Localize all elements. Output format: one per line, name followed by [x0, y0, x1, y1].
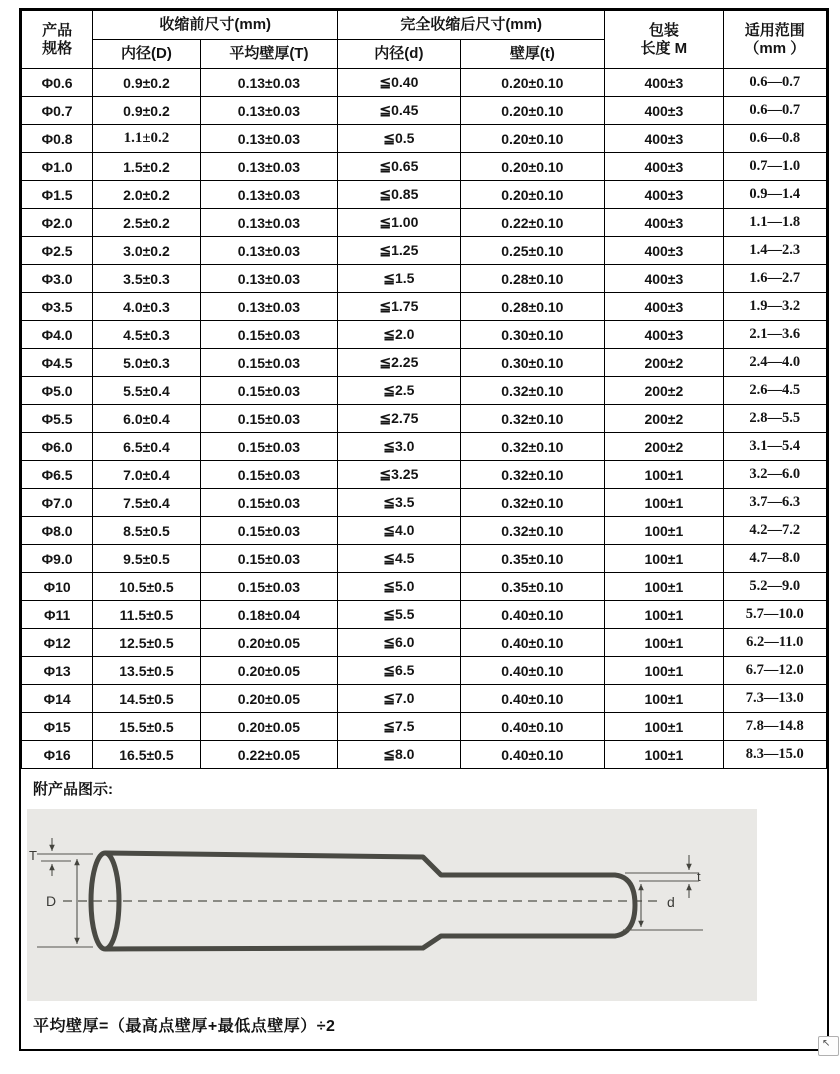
cell-wall-after: 0.20±0.10: [460, 97, 605, 125]
cell-avg-wall-before: 0.20±0.05: [200, 685, 338, 713]
cell-apply-range: 5.7—10.0: [723, 601, 826, 629]
header-inner-dia-after: 内径(d): [338, 40, 460, 69]
spec-table-header: [22, 11, 827, 69]
cell-avg-wall-before: 0.15±0.03: [200, 377, 338, 405]
cell-wall-after: 0.35±0.10: [460, 573, 605, 601]
cell-apply-range: 2.6—4.5: [723, 377, 826, 405]
table-row: [22, 629, 827, 657]
table-row: [22, 125, 827, 153]
header-range-line1: 适用范围: [744, 22, 805, 40]
cell-avg-wall-before: 0.20±0.05: [200, 629, 338, 657]
table-row: [22, 489, 827, 517]
cell-spec: Φ3.5: [22, 293, 93, 321]
cell-inner-dia-before: 8.5±0.5: [93, 517, 200, 545]
cell-wall-after: 0.32±0.10: [460, 517, 605, 545]
cell-apply-range: 2.8—5.5: [723, 405, 826, 433]
cell-pack-length: 100±1: [605, 517, 723, 545]
table-row: [22, 377, 827, 405]
cell-avg-wall-before: 0.13±0.03: [200, 181, 338, 209]
header-row-1: [22, 11, 827, 40]
cell-inner-dia-after: ≦0.40: [338, 69, 460, 97]
cell-spec: Φ1.0: [22, 153, 93, 181]
cell-apply-range: 1.6—2.7: [723, 265, 826, 293]
table-row: [22, 97, 827, 125]
cell-spec: Φ6.5: [22, 461, 93, 489]
cell-apply-range: 3.7—6.3: [723, 489, 826, 517]
cell-pack-length: 200±2: [605, 377, 723, 405]
cell-inner-dia-before: 3.0±0.2: [93, 237, 200, 265]
cell-inner-dia-before: 6.0±0.4: [93, 405, 200, 433]
cell-inner-dia-after: ≦1.5: [338, 265, 460, 293]
cell-inner-dia-after: ≦2.75: [338, 405, 460, 433]
cell-apply-range: 1.1—1.8: [723, 209, 826, 237]
cell-inner-dia-after: ≦5.0: [338, 573, 460, 601]
cell-inner-dia-after: ≦7.0: [338, 685, 460, 713]
cell-inner-dia-before: 4.0±0.3: [93, 293, 200, 321]
header-pack-line1: 包装: [648, 22, 679, 40]
table-row: [22, 237, 827, 265]
cell-spec: Φ15: [22, 713, 93, 741]
cell-inner-dia-before: 4.5±0.3: [93, 321, 200, 349]
cell-inner-dia-after: ≦8.0: [338, 741, 460, 769]
cell-spec: Φ5.5: [22, 405, 93, 433]
cell-inner-dia-before: 12.5±0.5: [93, 629, 200, 657]
cell-avg-wall-before: 0.20±0.05: [200, 657, 338, 685]
cell-apply-range: 6.2—11.0: [723, 629, 826, 657]
table-row: [22, 69, 827, 97]
cell-avg-wall-before: 0.15±0.03: [200, 405, 338, 433]
cell-avg-wall-before: 0.15±0.03: [200, 489, 338, 517]
cell-pack-length: 400±3: [605, 69, 723, 97]
cell-inner-dia-after: ≦3.0: [338, 433, 460, 461]
cell-inner-dia-before: 10.5±0.5: [93, 573, 200, 601]
header-after-shrink: 完全收缩后尺寸(mm): [338, 11, 605, 40]
cell-pack-length: 400±3: [605, 321, 723, 349]
cell-avg-wall-before: 0.13±0.03: [200, 125, 338, 153]
cell-inner-dia-after: ≦0.5: [338, 125, 460, 153]
cell-apply-range: 8.3—15.0: [723, 741, 826, 769]
cell-inner-dia-before: 2.0±0.2: [93, 181, 200, 209]
cell-apply-range: 3.1—5.4: [723, 433, 826, 461]
table-row: [22, 349, 827, 377]
cell-spec: Φ11: [22, 601, 93, 629]
cell-inner-dia-before: 14.5±0.5: [93, 685, 200, 713]
cell-apply-range: 7.3—13.0: [723, 685, 826, 713]
cell-pack-length: 400±3: [605, 293, 723, 321]
cell-avg-wall-before: 0.13±0.03: [200, 69, 338, 97]
cell-inner-dia-after: ≦0.85: [338, 181, 460, 209]
cell-spec: Φ14: [22, 685, 93, 713]
cell-apply-range: 5.2—9.0: [723, 573, 826, 601]
cell-inner-dia-after: ≦6.0: [338, 629, 460, 657]
cell-apply-range: 6.7—12.0: [723, 657, 826, 685]
cell-pack-length: 400±3: [605, 125, 723, 153]
cell-pack-length: 400±3: [605, 97, 723, 125]
cell-wall-after: 0.20±0.10: [460, 125, 605, 153]
cell-wall-after: 0.25±0.10: [460, 237, 605, 265]
cell-spec: Φ3.0: [22, 265, 93, 293]
header-product-spec: [22, 11, 93, 69]
header-apply-range: [723, 11, 826, 69]
cell-inner-dia-before: 7.5±0.4: [93, 489, 200, 517]
header-inner-dia-before: 内径(D): [93, 40, 200, 69]
cell-inner-dia-before: 13.5±0.5: [93, 657, 200, 685]
cell-avg-wall-before: 0.15±0.03: [200, 321, 338, 349]
cell-wall-after: 0.30±0.10: [460, 321, 605, 349]
cell-apply-range: 3.2—6.0: [723, 461, 826, 489]
cell-inner-dia-after: ≦5.5: [338, 601, 460, 629]
cell-inner-dia-after: ≦1.25: [338, 237, 460, 265]
cell-pack-length: 200±2: [605, 405, 723, 433]
cell-inner-dia-after: ≦3.5: [338, 489, 460, 517]
cell-wall-after: 0.22±0.10: [460, 209, 605, 237]
cell-spec: Φ5.0: [22, 377, 93, 405]
cell-inner-dia-after: ≦3.25: [338, 461, 460, 489]
cell-avg-wall-before: 0.15±0.03: [200, 349, 338, 377]
spec-table-body: [22, 69, 827, 769]
dim-label-T: T: [29, 848, 37, 863]
header-range-line2: （mm ）: [744, 39, 806, 57]
product-diagram: [27, 809, 757, 1001]
header-pack-line2: 长度 M: [640, 39, 688, 57]
cell-inner-dia-before: 1.5±0.2: [93, 153, 200, 181]
avg-wall-thickness-formula: 平均壁厚=（最高点壁厚+最低点壁厚）÷2: [33, 1018, 336, 1035]
cell-inner-dia-after: ≦2.5: [338, 377, 460, 405]
cell-wall-after: 0.32±0.10: [460, 489, 605, 517]
cell-wall-after: 0.28±0.10: [460, 265, 605, 293]
header-product-line1: 产品: [42, 22, 73, 40]
cell-inner-dia-before: 0.9±0.2: [93, 69, 200, 97]
cell-spec: Φ0.8: [22, 125, 93, 153]
cell-wall-after: 0.30±0.10: [460, 349, 605, 377]
cell-wall-after: 0.40±0.10: [460, 713, 605, 741]
table-row: [22, 265, 827, 293]
cell-apply-range: 2.4—4.0: [723, 349, 826, 377]
cell-spec: Φ7.0: [22, 489, 93, 517]
cell-avg-wall-before: 0.15±0.03: [200, 433, 338, 461]
table-row: [22, 657, 827, 685]
cell-spec: Φ2.5: [22, 237, 93, 265]
cell-inner-dia-before: 15.5±0.5: [93, 713, 200, 741]
cell-wall-after: 0.40±0.10: [460, 657, 605, 685]
cell-avg-wall-before: 0.15±0.03: [200, 573, 338, 601]
table-row: [22, 517, 827, 545]
cell-avg-wall-before: 0.13±0.03: [200, 209, 338, 237]
spec-sheet: [19, 8, 829, 1051]
cell-avg-wall-before: 0.13±0.03: [200, 293, 338, 321]
cell-inner-dia-before: 7.0±0.4: [93, 461, 200, 489]
cell-inner-dia-before: 1.1±0.2: [93, 125, 200, 153]
cell-pack-length: 400±3: [605, 153, 723, 181]
cell-inner-dia-after: ≦0.65: [338, 153, 460, 181]
table-row: [22, 181, 827, 209]
cell-apply-range: 0.6—0.8: [723, 125, 826, 153]
cell-inner-dia-before: 5.5±0.4: [93, 377, 200, 405]
cell-pack-length: 400±3: [605, 209, 723, 237]
table-row: [22, 433, 827, 461]
cell-spec: Φ0.6: [22, 69, 93, 97]
table-row: [22, 153, 827, 181]
cell-pack-length: 400±3: [605, 237, 723, 265]
cell-spec: Φ2.0: [22, 209, 93, 237]
cell-wall-after: 0.32±0.10: [460, 405, 605, 433]
cell-pack-length: 100±1: [605, 685, 723, 713]
selection-handle[interactable]: [818, 1036, 839, 1056]
dim-label-D: D: [46, 893, 57, 909]
cell-wall-after: 0.28±0.10: [460, 293, 605, 321]
cell-inner-dia-after: ≦2.25: [338, 349, 460, 377]
cell-inner-dia-before: 0.9±0.2: [93, 97, 200, 125]
cell-inner-dia-before: 9.5±0.5: [93, 545, 200, 573]
cell-pack-length: 100±1: [605, 713, 723, 741]
photo-background: [27, 809, 757, 1001]
dim-label-d: d: [667, 894, 675, 910]
cell-wall-after: 0.35±0.10: [460, 545, 605, 573]
cell-wall-after: 0.20±0.10: [460, 69, 605, 97]
cell-spec: Φ4.5: [22, 349, 93, 377]
cell-avg-wall-before: 0.22±0.05: [200, 741, 338, 769]
cell-pack-length: 400±3: [605, 181, 723, 209]
table-row: [22, 293, 827, 321]
cell-wall-after: 0.40±0.10: [460, 741, 605, 769]
spec-table: [21, 10, 827, 769]
tube-diagram-image: [27, 809, 757, 1001]
table-row: [22, 601, 827, 629]
cell-spec: Φ10: [22, 573, 93, 601]
cell-wall-after: 0.40±0.10: [460, 685, 605, 713]
cell-wall-after: 0.32±0.10: [460, 377, 605, 405]
cell-inner-dia-before: 2.5±0.2: [93, 209, 200, 237]
dim-label-t: t: [697, 869, 701, 884]
cell-inner-dia-before: 16.5±0.5: [93, 741, 200, 769]
cell-apply-range: 1.9—3.2: [723, 293, 826, 321]
cell-avg-wall-before: 0.13±0.03: [200, 237, 338, 265]
header-pack-length: [605, 11, 723, 69]
cell-inner-dia-after: ≦6.5: [338, 657, 460, 685]
appendix-section: [21, 769, 827, 1049]
cell-wall-after: 0.32±0.10: [460, 461, 605, 489]
cell-pack-length: 100±1: [605, 573, 723, 601]
cell-spec: Φ0.7: [22, 97, 93, 125]
table-row: [22, 545, 827, 573]
cell-pack-length: 400±3: [605, 265, 723, 293]
cell-pack-length: 200±2: [605, 433, 723, 461]
table-row: [22, 685, 827, 713]
cell-avg-wall-before: 0.13±0.03: [200, 97, 338, 125]
header-before-shrink: 收缩前尺寸(mm): [93, 11, 338, 40]
cell-inner-dia-before: 6.5±0.4: [93, 433, 200, 461]
cell-avg-wall-before: 0.18±0.04: [200, 601, 338, 629]
cell-spec: Φ12: [22, 629, 93, 657]
cell-apply-range: 0.6—0.7: [723, 97, 826, 125]
table-row: [22, 209, 827, 237]
cell-apply-range: 2.1—3.6: [723, 321, 826, 349]
table-row: [22, 461, 827, 489]
table-row: [22, 713, 827, 741]
cell-pack-length: 200±2: [605, 349, 723, 377]
cell-avg-wall-before: 0.13±0.03: [200, 265, 338, 293]
cell-inner-dia-after: ≦4.0: [338, 517, 460, 545]
cell-spec: Φ8.0: [22, 517, 93, 545]
cell-wall-after: 0.40±0.10: [460, 601, 605, 629]
cell-wall-after: 0.20±0.10: [460, 153, 605, 181]
cell-spec: Φ16: [22, 741, 93, 769]
table-row: [22, 321, 827, 349]
cell-spec: Φ9.0: [22, 545, 93, 573]
cell-avg-wall-before: 0.15±0.03: [200, 545, 338, 573]
cell-avg-wall-before: 0.13±0.03: [200, 153, 338, 181]
cell-pack-length: 100±1: [605, 657, 723, 685]
table-row: [22, 405, 827, 433]
cell-apply-range: 4.2—7.2: [723, 517, 826, 545]
cell-spec: Φ13: [22, 657, 93, 685]
cell-apply-range: 0.9—1.4: [723, 181, 826, 209]
table-row: [22, 741, 827, 769]
cell-avg-wall-before: 0.20±0.05: [200, 713, 338, 741]
header-wall-after: 壁厚(t): [460, 40, 605, 69]
cell-pack-length: 100±1: [605, 741, 723, 769]
cell-pack-length: 100±1: [605, 545, 723, 573]
appendix-label: 附产品图示:: [33, 781, 113, 798]
cell-spec: Φ6.0: [22, 433, 93, 461]
cell-inner-dia-after: ≦4.5: [338, 545, 460, 573]
cell-inner-dia-before: 11.5±0.5: [93, 601, 200, 629]
cell-avg-wall-before: 0.15±0.03: [200, 461, 338, 489]
cell-wall-after: 0.32±0.10: [460, 433, 605, 461]
cell-spec: Φ1.5: [22, 181, 93, 209]
cell-spec: Φ4.0: [22, 321, 93, 349]
table-row: [22, 573, 827, 601]
cell-apply-range: 1.4—2.3: [723, 237, 826, 265]
cell-wall-after: 0.20±0.10: [460, 181, 605, 209]
header-product-line2: 规格: [42, 39, 73, 57]
cell-inner-dia-before: 3.5±0.3: [93, 265, 200, 293]
cell-apply-range: 7.8—14.8: [723, 713, 826, 741]
cell-inner-dia-after: ≦7.5: [338, 713, 460, 741]
cell-pack-length: 100±1: [605, 601, 723, 629]
cell-pack-length: 100±1: [605, 629, 723, 657]
cell-pack-length: 100±1: [605, 461, 723, 489]
header-avg-wall-before: 平均壁厚(T): [200, 40, 338, 69]
cell-inner-dia-before: 5.0±0.3: [93, 349, 200, 377]
cell-inner-dia-after: ≦1.00: [338, 209, 460, 237]
cell-avg-wall-before: 0.15±0.03: [200, 517, 338, 545]
cell-apply-range: 0.6—0.7: [723, 69, 826, 97]
nw-arrow-icon: ↖: [822, 1038, 831, 1049]
cell-pack-length: 100±1: [605, 489, 723, 517]
cell-inner-dia-after: ≦0.45: [338, 97, 460, 125]
cell-apply-range: 0.7—1.0: [723, 153, 826, 181]
cell-apply-range: 4.7—8.0: [723, 545, 826, 573]
cell-inner-dia-after: ≦1.75: [338, 293, 460, 321]
cell-inner-dia-after: ≦2.0: [338, 321, 460, 349]
cell-wall-after: 0.40±0.10: [460, 629, 605, 657]
